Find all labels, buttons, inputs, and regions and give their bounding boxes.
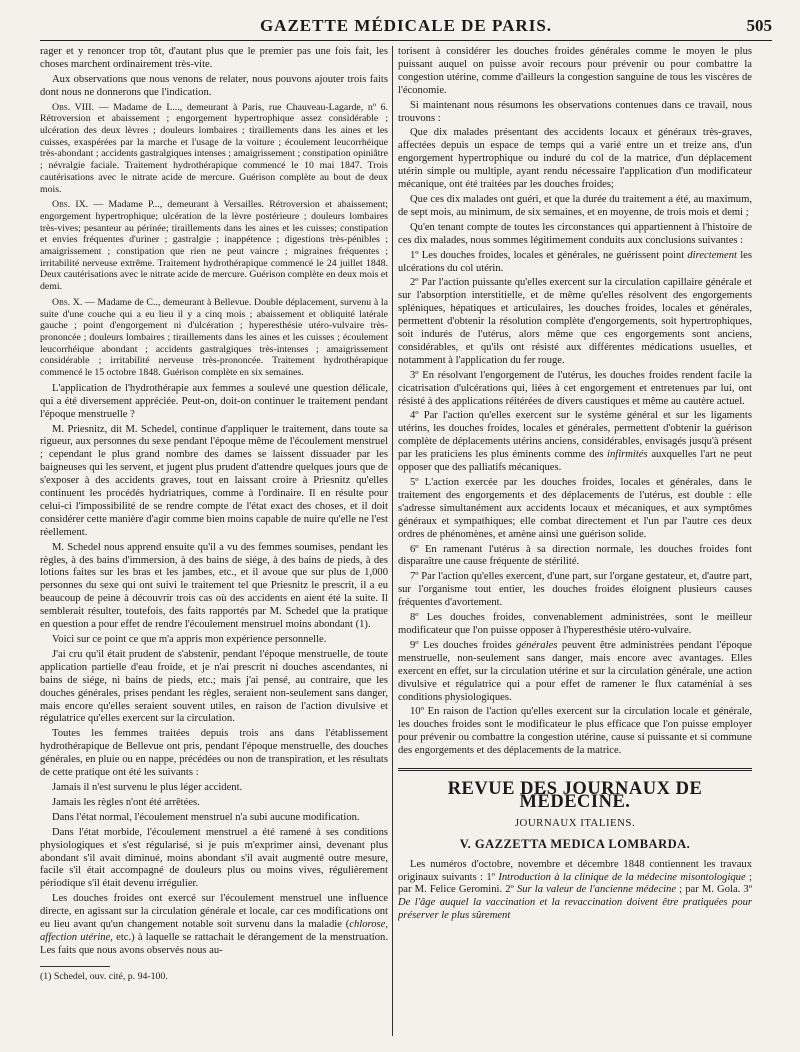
italic-run: chlorose, affection utérine: [40, 919, 388, 943]
journal-heading: V. GAZZETTA MEDICA LOMBARDA.: [459, 836, 691, 851]
section-subhead: JOURNAUX ITALIENS.: [514, 816, 636, 829]
footnote: (1) Schedel, ouv. cité, p. 94-100.: [40, 970, 168, 982]
paragraph: torisent à considérer les douches froides générales comme le moyen le plus puissant auquel on puisse avoir recours pour prévenir ou pour combattre la congestion utérine, comme d'ailleurs la congestion sanguine de tous les viscères de l'économie.: [398, 46, 752, 96]
italic-run: Sur la valeur de l'ancienne médecine: [516, 884, 677, 896]
paragraph: Qu'en tenant compte de toutes les circonstances qui appartiennent à l'histoire de ces dix malades, nous sommes légitimement conduits aux conclusions suivantes :: [398, 221, 752, 246]
paragraph: L'application de l'hydrothérapie aux femmes a soulevé une question délicale, qui a été diversement appréciée. Peut-on, doit-on continuer le traitement pendant l'époque menstruelle ?: [40, 382, 388, 420]
paragraph: Aux observations que nous venons de relater, nous pouvons ajouter trois faits dont nous ne donnerons que l'indication.: [40, 73, 388, 98]
observation-text: — Madame de L..., demeurant à Paris, rue Chauveau-Lagarde, nº 6. Rétroversion et abaissement ; engorgement hypertrophique assez considérable ; ulcération des deux lèvres ; douleurs lombaires ; tiraillements dans les aines et les cuisses, exaspérées par la marche et l'usage de la voiture ; écoulement leucorrhéique très-abondant ; accidents gastralgiques intenses ; amaigrissement ; constipation opiniâtre ; névralgie faciale. Traitement hydrothérapique commencé le 10 mai 1847. Trois cautérisations avec le nitrate acide de mercure. Guérison complète au bout de deux mois.: [40, 101, 388, 195]
conclusion-2: 2º Par l'action puissante qu'elles exercent sur la circulation capillaire générale et sur l'absorption interstitielle, et de même qu'elles résolvent des engorgements spléniques, hépatiques et articulaires, les douches froides, locales et générales, permettent d'obtenir la résolution complète d'engorgements, soit hypertrophiques, soit indurés de l'utérus, alors même que ces engorgements sont anciens, considérables, et qu'ils ont résisté aux différentes médications usuelles, et notamment à l'application du fer rouge.: [398, 277, 752, 366]
text-run: les ulcérations du col utérin.: [398, 249, 752, 274]
header-title: GAZETTE MÉDICALE DE PARIS.: [259, 16, 553, 35]
conclusion-3: 3º En résolvant l'engorgement de l'utérus, les douches froides rendent facile la cicatrisation d'ulcérations qui, liées à cet engorgement et entretenues par lui, ont résisté à des applications réitérées de divers caustiques et même au cautère actuel.: [398, 369, 752, 407]
italic-run: De l'âge auquel la vaccination et la revaccination doivent être pratiquées pour préserver le plus sûrement: [398, 897, 752, 922]
conclusion-8: 8º Les douches froides, convenablement administrées, sont le meilleur modificateur que l'on puisse opposer à l'hyperesthésie utéro-vulvaire.: [398, 612, 752, 636]
text-run: , etc.) à laquelle se rattachait le dérangement de la menstruation. Les faits que nous avons observés nous au-: [40, 931, 388, 956]
text-run: peuvent être administrées pendant l'époque menstruelle, non-seulement sans danger, mais encore avec avantages. Elles exercent en effet, sur la circulation utérine et sur la circulation générale, une action divulsive et régulatrice qui a pour effet de ramener le flux cataménial à ses conditions physiologiques.: [398, 639, 752, 703]
paragraph: Que ces dix malades ont guéri, et que la durée du traitement a été, au maximum, de sept mois, au minimum, de six semaines, et en moyenne, de trois mois et demi ;: [398, 193, 752, 218]
text-run: Les numéros d'octobre, novembre et décembre 1848 contiennent les travaux originaux suivants : 1º: [398, 858, 752, 883]
text-run: 9º Les douches froides: [410, 639, 517, 651]
footnote-rule: [40, 966, 110, 967]
text-run: auxquelles l'art ne peut opposer que des palliatifs mécaniques.: [398, 449, 752, 474]
paragraph: Dans l'état normal, l'écoulement menstruel n'a subi aucune modification.: [52, 811, 360, 823]
conclusion-7: 7º Par l'action qu'elles exercent, d'une part, sur l'organe gestateur, et, d'autre part, sur l'organisme tout entier, les douches froides éloignent plusieurs causes fréquentes d'avortement.: [398, 571, 752, 609]
italic-run: directement: [687, 249, 737, 261]
paragraph: Voici sur ce point ce que m'a appris mon expérience personnelle.: [52, 634, 327, 646]
paragraph: Jamais il n'est survenu le plus léger accident.: [52, 781, 243, 793]
conclusion-1: [398, 250, 752, 276]
paragraph: J'ai cru qu'il était prudent de s'abstenir, pendant l'époque menstruelle, de toute application partielle d'eau froide, et je n'ai prescrit ni douches ascendantes, ni bains de siége, ni bains de pieds, etc.; mais j'ai pensé, au contraire, que les douches générales, prises pendant les règles, seraient non-seulement sans danger, mais encore qu'elles seraient souvent utiles, en raison de l'action divulsive et régulatrice qu'elles exercent sur la circulation.: [40, 648, 388, 725]
paragraph: Toutes les femmes traitées depuis trois ans dans l'établissement hydrothérapique de Bellevue ont pris, pendant l'époque menstruelle, des douches générales, en pluie ou en nappe, précédées ou non de transpiration, et les résultats de cette pratique ont été les suivants :: [40, 728, 388, 779]
paragraph: Dans l'état morbide, l'écoulement menstruel a été ramené à ses conditions physiologiques et s'est régularisé, si je puis m'exprimer ainsi, devenant plus abondant s'il avait diminué, moins abondant s'il avait augmenté outre mesure, facile s'il était accompagné de douleurs plus ou moins vives, régulièrement périodique s'il était devenu irrégulier.: [40, 826, 388, 890]
observation-label: Obs. IX.: [52, 199, 89, 211]
observation-text: — Madame P..., demeurant à Versailles. Rétroversion et abaissement; engorgement hypertrophique; ulcération de la lèvre postérieure ; douleurs lombaires très-vives; pesanteur au périnée; tiraillements dans les aines et les cuisses; constipation et envies fréquentes d'uriner ; gastralgie ; inappétence ; digestions très-pénibles ; amaigrissement ; constipation que rien ne peut vaincre ; migraines fréquentes ; irritabilité nerveuse extrême. Traitement hydrothérapique commencé le 24 juillet 1848. Deux cautérisations avec le nitrate acide de mercure. Guérison complète en deux mois et demi.: [40, 199, 388, 293]
text-run: ; par M. Gola. 3º: [676, 884, 752, 896]
italic-run: générales: [516, 639, 558, 651]
italic-run: Introduction à la clinique de la médecine misontologique: [498, 871, 746, 883]
paragraph: [398, 859, 752, 924]
observation-9: [40, 199, 388, 293]
conclusion-5: 5º L'action exercée par les douches froides, locales et générales, dans le traitement des engorgements et des déplacements de l'utérus, est double : elle s'adresse simultanément aux accidents locaux et mécaniques, et aux symptômes généraux et sympathiques; elle combat directement et l'un par l'autre ces deux ordres de phénomènes, et amène ainsi une guérison solide.: [398, 477, 752, 540]
paragraph: M. Schedel nous apprend ensuite qu'il a vu des femmes soumises, pendant les règles, à des bains d'immersion, à des bains de siége, à des bains de pieds, à des lotions faites sur les bras et les jambes, etc., et il avoue que sur plus de 1,000 personnes du sexe qui ont suivi le traitement tel que Priesnitz le prescrit, il a eu beaucoup de peine à découvrir trois cas où des accidents en aient été la suite. Il semblerait résulter, toutefois, des faits rapportés par M. Schedel que la pratique en question a pour effet de rendre l'écoulement menstruel moins abondant (1).: [40, 541, 388, 631]
text-run: 4º Par l'action qu'elles exercent sur le système général et sur les ligaments utérins, les douches froides, locales et générales, permettent d'obtenir la guérison complète de déplacements utérins anciens, considérables, envisagés jusqu'à présent par les praticiens les plus éminents comme des: [398, 410, 752, 461]
observation-text: — Madame de C.., demeurant à Bellevue. Double déplacement, survenu à la suite d'une couche qui a eu lieu il y a cinq mois ; abaissement et obliquité latérale gauche ; point d'engorgement ni d'ulcération ; hyperesthésie utéro-vulvaire très-prononcée ; douleurs lombaires ; tiraillements dans les aines et les cuisses ; écoulement leucorrhéique abondant ; accidents gastralgiques très-intenses ; amaigrissement considérable ; irritabilité nerveuse très-prononcée. Traitement hydrothérapique commencé le 15 octobre 1848. Guérison complète en six semaines.: [40, 296, 388, 379]
page-header: [40, 14, 772, 40]
conclusion-6: 6º En ramenant l'utérus à sa direction normale, les douches froides font disparaître une cause fréquente de stérilité.: [398, 543, 752, 568]
page-number: 505: [746, 16, 772, 35]
text-run: 1º Les douches froides, locales et générales, ne guérissent point: [410, 249, 688, 261]
section-title: REVUE DES JOURNAUX DE MÉDECINE.: [447, 779, 703, 812]
paragraph: [40, 893, 388, 958]
paragraph: rager et y renoncer trop tôt, d'autant plus que le premier pas une fois fait, les choses marchent ordinairement très-vite.: [40, 46, 388, 70]
header-rule: [40, 40, 772, 41]
observation-label: Obs. X.: [52, 296, 83, 308]
conclusion-10: 10º En raison de l'action qu'elles exercent sur la circulation locale et générale, les douches froides sont le modificateur le plus efficace que l'on puisse employer pour prévenir ou combattre la congestion utérine, cause si puissante et si commune des engorgements et des déplacements de la matrice.: [398, 706, 752, 757]
conclusion-9: [398, 640, 752, 705]
italic-run: infirmités: [607, 449, 648, 461]
conclusion-4: [398, 410, 752, 475]
left-column: [40, 46, 388, 1044]
text-run: ; par M. Felice Geromini. 2º: [398, 871, 752, 896]
text-run: Les douches froides ont exercé sur l'écoulement menstruel une influence directe, en agissant sur la circulation générale et locale, car ces modifications ont eu lieu avant qu'un changement notable soit survenu dans la maladie (: [40, 893, 388, 931]
right-column: [398, 46, 752, 1044]
section-rule: [398, 768, 752, 771]
paragraph: Si maintenant nous résumons les observations contenues dans ce travail, nous trouvons :: [398, 99, 752, 124]
paragraph: Jamais les règles n'ont été arrêtées.: [52, 796, 200, 808]
observation-label: Obs. VIII.: [52, 101, 94, 113]
observation-8: [40, 102, 388, 196]
paragraph: M. Priesnitz, dit M. Schedel, continue d'appliquer le traitement, dans toute sa rigueur, aux personnes du sexe pendant l'époque même de l'écoulement menstruel ; cependant le plus grand nombre des dames se laissent dissuader par les baigneuses qui les servent, et jugent plus prudent d'attendre quelques jours que de s'exposer à des accidents graves, tout en laissant croire à Priesnitz qu'elles continuent les procédés hydriatriques, comme à l'ordinaire. Il en résulte pour celui-ci l'impossibilité de se rendre compte de l'état exact des choses, et il doit considérer cette manière d'agir comme bien moins capable de nuire qu'elle ne l'est réellement.: [40, 423, 388, 538]
paragraph: Que dix malades présentant des accidents locaux et généraux très-graves, affectées depuis un espace de temps qui a varié entre un et treize ans, d'un engorgement hypertrophique ou induré du col de la matrice, d'un déplacement utérin simple ou multiple, ayant rendu nécessaire l'application d'un modificateur mécanique, ont été traitées par les douches froides;: [398, 127, 752, 191]
column-divider: [392, 46, 393, 1036]
observation-10: [40, 297, 388, 379]
